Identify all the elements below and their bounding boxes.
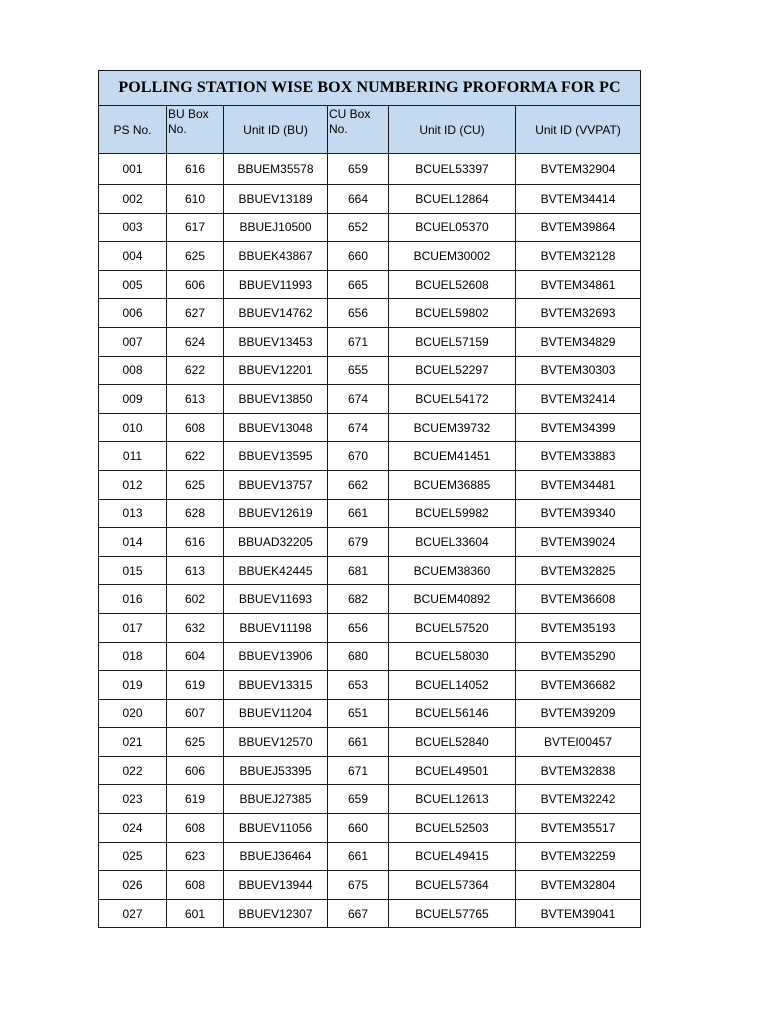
header-unit-id-cu: Unit ID (CU) (389, 106, 516, 154)
unit-id-vvpat-cell: BVTEM32128 (516, 242, 641, 271)
ps-no-cell: 026 (99, 871, 167, 900)
unit-id-cu-cell: BCUEL49501 (389, 756, 516, 785)
unit-id-cu-cell: BCUEM30002 (389, 242, 516, 271)
unit-id-cu-cell: BCUEL57520 (389, 613, 516, 642)
ps-no-cell: 013 (99, 499, 167, 528)
unit-id-vvpat-cell: BVTEM39340 (516, 499, 641, 528)
cu-box-no-cell: 667 (328, 899, 389, 928)
cu-box-no-cell: 674 (328, 413, 389, 442)
unit-id-bu-cell: BBUEV13757 (224, 470, 328, 499)
table-row (99, 385, 641, 414)
unit-id-vvpat-cell: BVTEM35193 (516, 613, 641, 642)
unit-id-vvpat-cell: BVTEM34861 (516, 270, 641, 299)
unit-id-bu-cell: BBUEJ36464 (224, 842, 328, 871)
unit-id-vvpat-cell: BVTEM34481 (516, 470, 641, 499)
table-row (99, 185, 641, 214)
unit-id-bu-cell: BBUEV14762 (224, 299, 328, 328)
table-row (99, 154, 641, 185)
table-row (99, 671, 641, 700)
table-row (99, 899, 641, 928)
ps-no-cell: 001 (99, 154, 167, 185)
bu-box-no-cell: 619 (167, 671, 224, 700)
cu-box-no-cell: 670 (328, 442, 389, 471)
unit-id-vvpat-cell: BVTEM32838 (516, 756, 641, 785)
table-row (99, 728, 641, 757)
cu-box-no-cell: 682 (328, 585, 389, 614)
unit-id-cu-cell: BCUEL57364 (389, 871, 516, 900)
unit-id-bu-cell: BBUEV13189 (224, 185, 328, 214)
bu-box-no-cell: 606 (167, 756, 224, 785)
unit-id-bu-cell: BBUEV13906 (224, 642, 328, 671)
bu-box-no-cell: 604 (167, 642, 224, 671)
table-row (99, 842, 641, 871)
ps-no-cell: 018 (99, 642, 167, 671)
bu-box-no-cell: 617 (167, 213, 224, 242)
cu-box-no-cell: 674 (328, 385, 389, 414)
table-row (99, 413, 641, 442)
cu-box-no-cell: 651 (328, 699, 389, 728)
table-row (99, 528, 641, 557)
unit-id-cu-cell: BCUEL52840 (389, 728, 516, 757)
unit-id-bu-cell: BBUEV12201 (224, 356, 328, 385)
unit-id-vvpat-cell: BVTEM33883 (516, 442, 641, 471)
cu-box-no-cell: 656 (328, 613, 389, 642)
unit-id-cu-cell: BCUEM41451 (389, 442, 516, 471)
unit-id-cu-cell: BCUEL53397 (389, 154, 516, 185)
unit-id-cu-cell: BCUEL54172 (389, 385, 516, 414)
bu-box-no-cell: 625 (167, 728, 224, 757)
unit-id-cu-cell: BCUEM39732 (389, 413, 516, 442)
unit-id-cu-cell: BCUEL05370 (389, 213, 516, 242)
unit-id-bu-cell: BBUEJ53395 (224, 756, 328, 785)
column-header-row (99, 106, 641, 154)
unit-id-bu-cell: BBUEV11693 (224, 585, 328, 614)
bu-box-no-cell: 608 (167, 814, 224, 843)
cu-box-no-cell: 664 (328, 185, 389, 214)
table-row (99, 327, 641, 356)
ps-no-cell: 016 (99, 585, 167, 614)
unit-id-vvpat-cell: BVTEM34829 (516, 327, 641, 356)
unit-id-cu-cell: BCUEM36885 (389, 470, 516, 499)
ps-no-cell: 021 (99, 728, 167, 757)
unit-id-bu-cell: BBUEV13944 (224, 871, 328, 900)
unit-id-cu-cell: BCUEL52503 (389, 814, 516, 843)
ps-no-cell: 004 (99, 242, 167, 271)
unit-id-cu-cell: BCUEL33604 (389, 528, 516, 557)
bu-box-no-cell: 613 (167, 556, 224, 585)
cu-box-no-cell: 655 (328, 356, 389, 385)
table-row (99, 642, 641, 671)
unit-id-cu-cell: BCUEL58030 (389, 642, 516, 671)
cu-box-no-cell: 662 (328, 470, 389, 499)
bu-box-no-cell: 608 (167, 413, 224, 442)
table-row (99, 871, 641, 900)
unit-id-cu-cell: BCUEM40892 (389, 585, 516, 614)
bu-box-no-cell: 616 (167, 528, 224, 557)
cu-box-no-cell: 659 (328, 785, 389, 814)
bu-box-no-cell: 606 (167, 270, 224, 299)
unit-id-bu-cell: BBUEV11204 (224, 699, 328, 728)
header-bu-box-no (167, 106, 224, 154)
bu-box-no-cell: 613 (167, 385, 224, 414)
unit-id-vvpat-cell: BVTEM34399 (516, 413, 641, 442)
unit-id-bu-cell: BBUEV13048 (224, 413, 328, 442)
bu-box-no-cell: 610 (167, 185, 224, 214)
ps-no-cell: 023 (99, 785, 167, 814)
bu-box-no-cell: 622 (167, 356, 224, 385)
table-body (99, 154, 641, 928)
unit-id-cu-cell: BCUEL57159 (389, 327, 516, 356)
unit-id-cu-cell: BCUEL52608 (389, 270, 516, 299)
ps-no-cell: 011 (99, 442, 167, 471)
ps-no-cell: 012 (99, 470, 167, 499)
table-row (99, 356, 641, 385)
unit-id-vvpat-cell: BVTEM36682 (516, 671, 641, 700)
unit-id-cu-cell: BCUEL59982 (389, 499, 516, 528)
ps-no-cell: 019 (99, 671, 167, 700)
unit-id-cu-cell: BCUEL49415 (389, 842, 516, 871)
ps-no-cell: 024 (99, 814, 167, 843)
unit-id-vvpat-cell: BVTEM39209 (516, 699, 641, 728)
table-row (99, 299, 641, 328)
unit-id-vvpat-cell: BVTEM30303 (516, 356, 641, 385)
header-cu-box-no (328, 106, 389, 154)
unit-id-bu-cell: BBUEV13595 (224, 442, 328, 471)
cu-box-no-cell: 653 (328, 671, 389, 700)
unit-id-vvpat-cell: BVTEM32259 (516, 842, 641, 871)
unit-id-vvpat-cell: BVTEM36608 (516, 585, 641, 614)
unit-id-cu-cell: BCUEM38360 (389, 556, 516, 585)
table-row (99, 213, 641, 242)
unit-id-vvpat-cell: BVTEM32904 (516, 154, 641, 185)
ps-no-cell: 020 (99, 699, 167, 728)
header-bu-box-line2: No. (168, 122, 187, 136)
header-cu-box-line1: CU Box (329, 107, 371, 121)
bu-box-no-cell: 624 (167, 327, 224, 356)
table-row (99, 556, 641, 585)
unit-id-vvpat-cell: BVTEM32693 (516, 299, 641, 328)
unit-id-cu-cell: BCUEL14052 (389, 671, 516, 700)
table-row (99, 470, 641, 499)
table-row (99, 814, 641, 843)
unit-id-bu-cell: BBUEJ27385 (224, 785, 328, 814)
cu-box-no-cell: 679 (328, 528, 389, 557)
unit-id-bu-cell: BBUEV13453 (224, 327, 328, 356)
header-unit-id-bu: Unit ID (BU) (224, 106, 328, 154)
bu-box-no-cell: 608 (167, 871, 224, 900)
unit-id-cu-cell: BCUEL59802 (389, 299, 516, 328)
bu-box-no-cell: 628 (167, 499, 224, 528)
unit-id-vvpat-cell: BVTEM35290 (516, 642, 641, 671)
ps-no-cell: 025 (99, 842, 167, 871)
cu-box-no-cell: 661 (328, 728, 389, 757)
ps-no-cell: 027 (99, 899, 167, 928)
unit-id-cu-cell: BCUEL56146 (389, 699, 516, 728)
unit-id-vvpat-cell: BVTEM32825 (516, 556, 641, 585)
box-numbering-table (98, 70, 641, 928)
unit-id-cu-cell: BCUEL12864 (389, 185, 516, 214)
bu-box-no-cell: 602 (167, 585, 224, 614)
unit-id-vvpat-cell: BVTEM39024 (516, 528, 641, 557)
ps-no-cell: 015 (99, 556, 167, 585)
header-cu-box-line2: No. (329, 122, 348, 136)
header-ps-no: PS No. (99, 106, 167, 154)
page-title: POLLING STATION WISE BOX NUMBERING PROFORMA FOR PC (99, 71, 641, 106)
ps-no-cell: 008 (99, 356, 167, 385)
bu-box-no-cell: 607 (167, 699, 224, 728)
table-row (99, 242, 641, 271)
header-bu-box-line1: BU Box (168, 107, 209, 121)
unit-id-vvpat-cell: BVTEM39041 (516, 899, 641, 928)
unit-id-vvpat-cell: BVTEM35517 (516, 814, 641, 843)
ps-no-cell: 022 (99, 756, 167, 785)
table-row (99, 442, 641, 471)
unit-id-bu-cell: BBUEV11198 (224, 613, 328, 642)
unit-id-bu-cell: BBUEV11056 (224, 814, 328, 843)
cu-box-no-cell: 660 (328, 242, 389, 271)
unit-id-bu-cell: BBUEV12619 (224, 499, 328, 528)
cu-box-no-cell: 675 (328, 871, 389, 900)
bu-box-no-cell: 627 (167, 299, 224, 328)
table-row (99, 756, 641, 785)
unit-id-vvpat-cell: BVTEM39864 (516, 213, 641, 242)
table-row (99, 613, 641, 642)
unit-id-vvpat-cell: BVTEI00457 (516, 728, 641, 757)
ps-no-cell: 007 (99, 327, 167, 356)
table-row (99, 585, 641, 614)
bu-box-no-cell: 625 (167, 470, 224, 499)
ps-no-cell: 017 (99, 613, 167, 642)
cu-box-no-cell: 660 (328, 814, 389, 843)
cu-box-no-cell: 680 (328, 642, 389, 671)
unit-id-bu-cell: BBUEV12307 (224, 899, 328, 928)
unit-id-bu-cell: BBUAD32205 (224, 528, 328, 557)
bu-box-no-cell: 601 (167, 899, 224, 928)
bu-box-no-cell: 625 (167, 242, 224, 271)
ps-no-cell: 009 (99, 385, 167, 414)
bu-box-no-cell: 623 (167, 842, 224, 871)
unit-id-bu-cell: BBUEK42445 (224, 556, 328, 585)
cu-box-no-cell: 681 (328, 556, 389, 585)
unit-id-vvpat-cell: BVTEM32414 (516, 385, 641, 414)
unit-id-bu-cell: BBUEV11993 (224, 270, 328, 299)
unit-id-cu-cell: BCUEL57765 (389, 899, 516, 928)
ps-no-cell: 003 (99, 213, 167, 242)
ps-no-cell: 002 (99, 185, 167, 214)
unit-id-vvpat-cell: BVTEM34414 (516, 185, 641, 214)
table-row (99, 699, 641, 728)
header-unit-id-vvpat: Unit ID (VVPAT) (516, 106, 641, 154)
ps-no-cell: 005 (99, 270, 167, 299)
table-row (99, 499, 641, 528)
unit-id-bu-cell: BBUEJ10500 (224, 213, 328, 242)
bu-box-no-cell: 619 (167, 785, 224, 814)
cu-box-no-cell: 665 (328, 270, 389, 299)
unit-id-bu-cell: BBUEK43867 (224, 242, 328, 271)
bu-box-no-cell: 632 (167, 613, 224, 642)
unit-id-vvpat-cell: BVTEM32242 (516, 785, 641, 814)
cu-box-no-cell: 661 (328, 499, 389, 528)
cu-box-no-cell: 671 (328, 327, 389, 356)
ps-no-cell: 014 (99, 528, 167, 557)
unit-id-vvpat-cell: BVTEM32804 (516, 871, 641, 900)
unit-id-bu-cell: BBUEM35578 (224, 154, 328, 185)
unit-id-bu-cell: BBUEV13850 (224, 385, 328, 414)
cu-box-no-cell: 659 (328, 154, 389, 185)
cu-box-no-cell: 661 (328, 842, 389, 871)
unit-id-cu-cell: BCUEL52297 (389, 356, 516, 385)
unit-id-bu-cell: BBUEV12570 (224, 728, 328, 757)
bu-box-no-cell: 622 (167, 442, 224, 471)
ps-no-cell: 006 (99, 299, 167, 328)
cu-box-no-cell: 671 (328, 756, 389, 785)
bu-box-no-cell: 616 (167, 154, 224, 185)
table-row (99, 785, 641, 814)
cu-box-no-cell: 652 (328, 213, 389, 242)
unit-id-cu-cell: BCUEL12613 (389, 785, 516, 814)
cu-box-no-cell: 656 (328, 299, 389, 328)
table-row (99, 270, 641, 299)
unit-id-bu-cell: BBUEV13315 (224, 671, 328, 700)
ps-no-cell: 010 (99, 413, 167, 442)
